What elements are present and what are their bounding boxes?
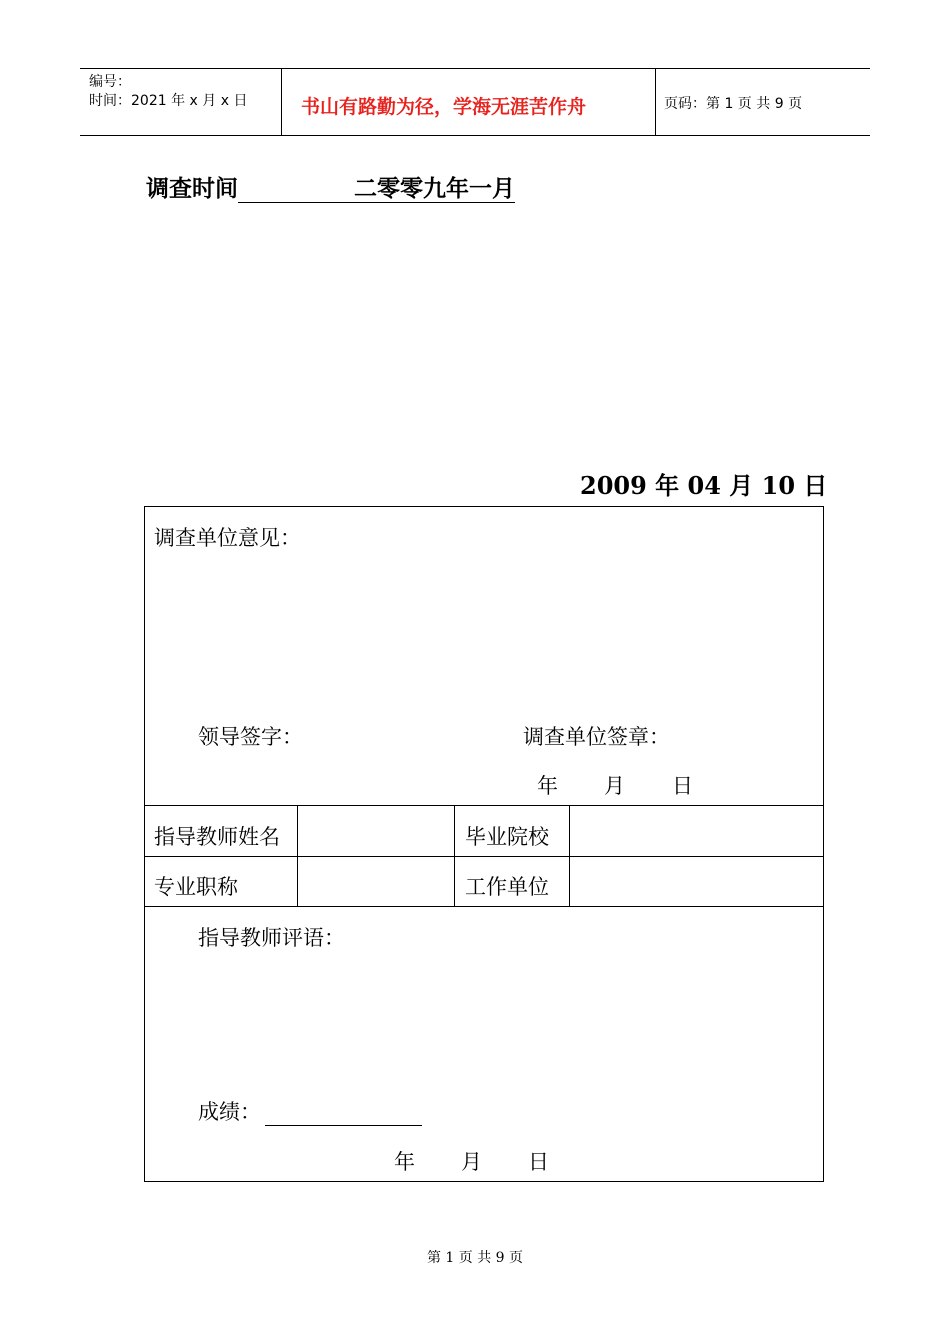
leader-signature-label: 领导签字： bbox=[198, 725, 303, 749]
serial-label: 编号： bbox=[89, 74, 131, 90]
header-bottom-rule bbox=[80, 135, 870, 136]
header-divider-left bbox=[281, 68, 282, 136]
header-top-rule bbox=[80, 68, 870, 69]
form-rule-1 bbox=[144, 805, 824, 806]
survey-time-line bbox=[146, 170, 515, 203]
survey-time-blank bbox=[238, 180, 354, 203]
grade-line bbox=[198, 1096, 422, 1126]
page-info: 页码：第 1 页 共 9 页 bbox=[664, 96, 803, 112]
header-divider-right bbox=[655, 68, 656, 136]
advisor-comment-label: 指导教师评语： bbox=[198, 926, 345, 950]
unit-seal-label: 调查单位签章： bbox=[523, 725, 670, 749]
survey-time-value: 二零零九年一月 bbox=[354, 176, 515, 202]
form-col-divider-2 bbox=[454, 805, 455, 907]
survey-time-label: 调查时间 bbox=[146, 176, 238, 202]
professional-title-label: 专业职称 bbox=[154, 875, 238, 899]
advisor-name-label: 指导教师姓名 bbox=[154, 825, 280, 849]
header-motto: 书山有路勤为径，学海无涯苦作舟 bbox=[301, 96, 587, 118]
form-col-divider-1 bbox=[297, 805, 298, 907]
form-rule-3 bbox=[144, 906, 824, 907]
work-unit-label: 工作单位 bbox=[465, 875, 549, 899]
unit-opinion-label: 调查单位意见： bbox=[154, 526, 301, 550]
grade-blank[interactable] bbox=[265, 1103, 422, 1126]
opinion-date-month: 月 bbox=[604, 774, 625, 798]
opinion-date-year: 年 bbox=[537, 774, 558, 798]
form-rule-2 bbox=[144, 856, 824, 857]
grade-label: 成绩： bbox=[198, 1100, 261, 1124]
page-footer: 第 1 页 共 9 页 bbox=[426, 1250, 524, 1266]
opinion-date-day: 日 bbox=[672, 774, 693, 798]
graduate-school-label: 毕业院校 bbox=[465, 825, 549, 849]
comment-date-day: 日 bbox=[528, 1150, 549, 1174]
comment-date-month: 月 bbox=[461, 1150, 482, 1174]
time-label: 时间：2021 年 x 月 x 日 bbox=[89, 93, 248, 109]
comment-date-year: 年 bbox=[394, 1150, 415, 1174]
report-date: 2009 年 04 月 10 日 bbox=[580, 471, 828, 500]
form-col-divider-3 bbox=[569, 805, 570, 907]
